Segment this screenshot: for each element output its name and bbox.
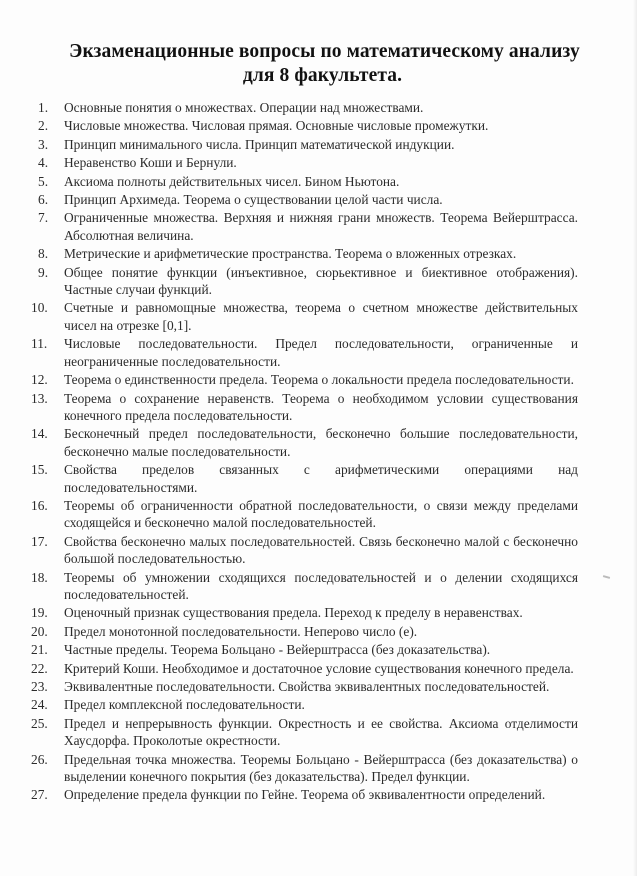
question-number: 6.: [38, 192, 49, 208]
question-number: 8.: [38, 246, 49, 262]
question-text: Метрические и арифметические пространства. Теорема о вложенных отрезках.: [64, 246, 517, 262]
question-item: [31, 678, 578, 695]
question-number: 12.: [31, 372, 48, 388]
page-edge-shadow: [633, 0, 637, 876]
question-number: 19.: [31, 605, 48, 621]
question-number: 5.: [38, 173, 49, 189]
question-text: Основные понятия о множествах. Операции над множествами.: [64, 100, 424, 115]
question-text: Критерий Коши. Необходимое и достаточное условие существования конечного предела.: [64, 660, 574, 676]
title-line-1: Экзаменационные вопросы по математическому анализу: [69, 41, 580, 62]
question-item: [38, 264, 578, 299]
question-item: [31, 641, 578, 658]
question-text: Общее понятие функции (инъективное, сюрьективное и биективное отображения). Частные случаи функций.: [64, 264, 578, 298]
question-item: [31, 533, 578, 568]
question-number: 11.: [31, 336, 48, 352]
question-text: Предел комплексной последовательности.: [64, 697, 305, 713]
question-item: [38, 136, 578, 153]
question-item: [38, 209, 578, 244]
question-number: 24.: [31, 697, 48, 713]
question-text: Свойства пределов связанных с арифметическими операциями над последовательностями.: [64, 462, 578, 495]
question-number: 2.: [38, 118, 49, 134]
title-line-2: для 8 факультета.: [242, 65, 403, 86]
question-text: Аксиома полноты действительных чисел. Бином Ньютона.: [64, 173, 400, 189]
question-item: [31, 299, 578, 334]
question-number: 7.: [38, 210, 49, 226]
question-number: 23.: [31, 679, 48, 694]
question-text: Определение предела функции по Гейне. Теорема об эквивалентности определений.: [64, 787, 546, 803]
question-item: [38, 117, 578, 134]
question-item: [31, 623, 578, 640]
question-item: [31, 497, 578, 532]
question-number: 13.: [31, 390, 48, 406]
question-text: Оценочный признак существования предела. Переход к пределу в неравенствах.: [64, 605, 523, 621]
question-item: [31, 715, 578, 750]
question-number: 27.: [31, 787, 48, 803]
question-item: [38, 99, 578, 116]
question-item: [38, 245, 578, 262]
question-item: [31, 425, 578, 460]
question-item: [31, 696, 578, 713]
question-number: 22.: [31, 660, 48, 676]
question-text: Теоремы об умножении сходящихся последовательностей и о делении сходящихся последовательностей.: [64, 569, 578, 602]
question-number: 1.: [38, 100, 49, 115]
question-number: 25.: [31, 715, 48, 731]
question-text: Предел и непрерывность функции. Окрестность и ее свойства. Аксиома отделимости Хаусдорфа. Проколотые окрестности.: [64, 715, 578, 749]
question-text: Частные пределы. Теорема Больцано - Вейерштрасса (без доказательства).: [64, 642, 491, 658]
question-item: [31, 569, 578, 604]
question-number: 9.: [38, 264, 49, 280]
question-text: Неравенство Коши и Бернули.: [64, 155, 237, 171]
scan-artifact-mark: [603, 575, 610, 579]
question-number: 17.: [31, 533, 48, 549]
question-text: Ограниченные множества. Верхняя и нижняя грани множеств. Теорема Вейерштрасса. Абсолютная величина.: [64, 210, 578, 243]
question-text: Свойства бесконечно малых последовательностей. Связь бесконечно малой с бесконечно большой последовательностью.: [64, 533, 578, 567]
question-number: 20.: [31, 623, 48, 639]
question-number: 16.: [31, 497, 48, 513]
document-title: [0, 40, 637, 88]
question-text: Теорема о единственности предела. Теорема о локальности предела последовательности.: [64, 372, 574, 388]
question-item: [31, 786, 578, 803]
question-text: Теоремы об ограниченности обратной последовательности, о связи между пределами сходящейся и бесконечно малой последовательностей.: [64, 497, 578, 531]
question-text: Эквивалентные последовательности. Свойства эквивалентных последовательностей.: [64, 679, 550, 694]
question-text: Предел монотонной последовательности. Неперово число (е).: [64, 623, 418, 639]
exam-questions-list: [31, 99, 578, 805]
question-text: Теорема о сохранение неравенств. Теорема о необходимом условии существования конечного предела последовательности.: [64, 390, 578, 423]
question-item: [31, 604, 578, 621]
question-text: Счетные и равномощные множества, теорема о счетном множестве действительных чисел на отрезке [0,1].: [64, 300, 578, 333]
question-item: [31, 660, 578, 677]
question-number: 21.: [31, 642, 48, 658]
question-number: 4.: [38, 155, 49, 171]
question-item: [31, 390, 578, 425]
question-text: Числовые последовательности. Предел последовательности, ограниченные и неограниченные последовательности.: [64, 336, 578, 369]
question-item: [31, 335, 578, 370]
question-number: 15.: [31, 462, 48, 478]
question-number: 3.: [38, 136, 49, 152]
question-number: 10.: [31, 300, 48, 316]
question-item: [38, 191, 578, 208]
question-text: Принцип минимального числа. Принцип математической индукции.: [64, 136, 455, 152]
question-text: Предельная точка множества. Теоремы Больцано - Вейерштрасса (без доказательства) о выделении конечного покрытия (без доказательства). Предел функции.: [64, 751, 578, 785]
question-text: Бесконечный предел последовательности, бесконечно большие последовательности, бесконечно малые последовательности.: [64, 426, 578, 459]
question-item: [31, 461, 578, 496]
question-number: 18.: [31, 569, 48, 585]
question-item: [31, 751, 578, 786]
question-item: [38, 154, 578, 171]
question-item: [38, 173, 578, 190]
question-number: 14.: [31, 426, 48, 442]
question-text: Принцип Архимеда. Теорема о существовании целой части числа.: [64, 192, 443, 208]
question-item: [31, 371, 578, 388]
question-number: 26.: [31, 751, 48, 767]
question-text: Числовые множества. Числовая прямая. Основные числовые промежутки.: [64, 118, 489, 134]
